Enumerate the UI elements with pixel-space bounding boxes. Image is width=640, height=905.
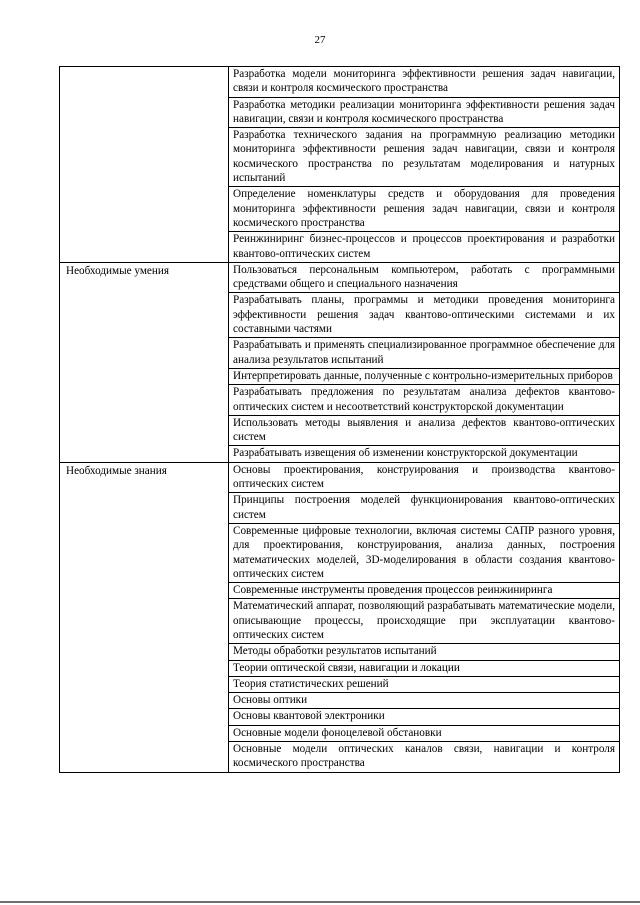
- section-label: [60, 67, 229, 263]
- list-item: Разрабатывать и применять специализированное программное обеспечение для анализа результатов испытаний: [229, 337, 619, 368]
- section-items: [229, 462, 620, 772]
- list-item: Определение номенклатуры средств и оборудования для проведения мониторинга эффективности решения задач навигации, связи и контроля космического пространства: [229, 186, 619, 231]
- section-items: [229, 67, 620, 263]
- section-label: Необходимые умения: [60, 262, 229, 462]
- list-item: Основы квантовой электроники: [229, 708, 619, 724]
- list-item: Разрабатывать извещения об изменении конструкторской документации: [229, 445, 619, 461]
- list-item: Теории оптической связи, навигации и локации: [229, 660, 619, 676]
- list-item: Основные модели фоноцелевой обстановки: [229, 725, 619, 741]
- list-item: Разрабатывать планы, программы и методики проведения мониторинга эффективности решения задач квантово-оптическими системами и их составными частями: [229, 292, 619, 337]
- list-item: Методы обработки результатов испытаний: [229, 643, 619, 659]
- list-item: Теория статистических решений: [229, 676, 619, 692]
- table-row: [60, 262, 620, 462]
- list-item: Разрабатывать предложения по результатам анализа дефектов квантово-оптических систем и несоответствий конструкторской документации: [229, 384, 619, 415]
- list-item: Современные инструменты проведения процессов реинжиниринга: [229, 582, 619, 598]
- list-item: Принципы построения моделей функционирования квантово-оптических систем: [229, 492, 619, 523]
- list-item: Разработка методики реализации мониторинга эффективности решения задач навигации, связи и контроля космического пространства: [229, 97, 619, 128]
- list-item: Пользоваться персональным компьютером, работать с программными средствами общего и специального назначения: [233, 263, 615, 291]
- list-item: Интерпретировать данные, полученные с контрольно-измерительных приборов: [229, 368, 619, 384]
- section-items: [229, 262, 620, 462]
- list-item: Использовать методы выявления и анализа дефектов квантово-оптических систем: [229, 415, 619, 446]
- list-item: Разработка технического задания на программную реализацию методики мониторинга эффективности решения задач навигации, связи и контроля космического пространства по результатам моделирования и натурных испытаний: [229, 127, 619, 186]
- list-item: Разработка модели мониторинга эффективности решения задач навигации, связи и контроля космического пространства: [233, 68, 615, 95]
- list-item: Основы проектирования, конструирования и производства квантово-оптических систем: [233, 463, 615, 491]
- requirements-table: [59, 66, 620, 773]
- section-label: Необходимые знания: [60, 462, 229, 772]
- list-item: Основные модели оптических каналов связи, навигации и контроля космического пространства: [229, 741, 619, 772]
- bottom-rule: [0, 901, 640, 903]
- list-item: Реинжиниринг бизнес-процессов и процессов проектирования и разработки квантово-оптических систем: [229, 231, 619, 262]
- list-item: Математический аппарат, позволяющий разрабатывать математические модели, описывающие процессы, происходящие при эксплуатации квантово-оптических систем: [229, 598, 619, 643]
- list-item: Современные цифровые технологии, включая системы САПР разного уровня, для проектирования, конструирования, анализа данных, построения математических моделей, 3D-моделирования в области создания квантово-оптических систем: [229, 523, 619, 582]
- table-row: [60, 67, 620, 263]
- list-item: Основы оптики: [229, 692, 619, 708]
- table-row: [60, 462, 620, 772]
- page-number: 27: [314, 34, 326, 46]
